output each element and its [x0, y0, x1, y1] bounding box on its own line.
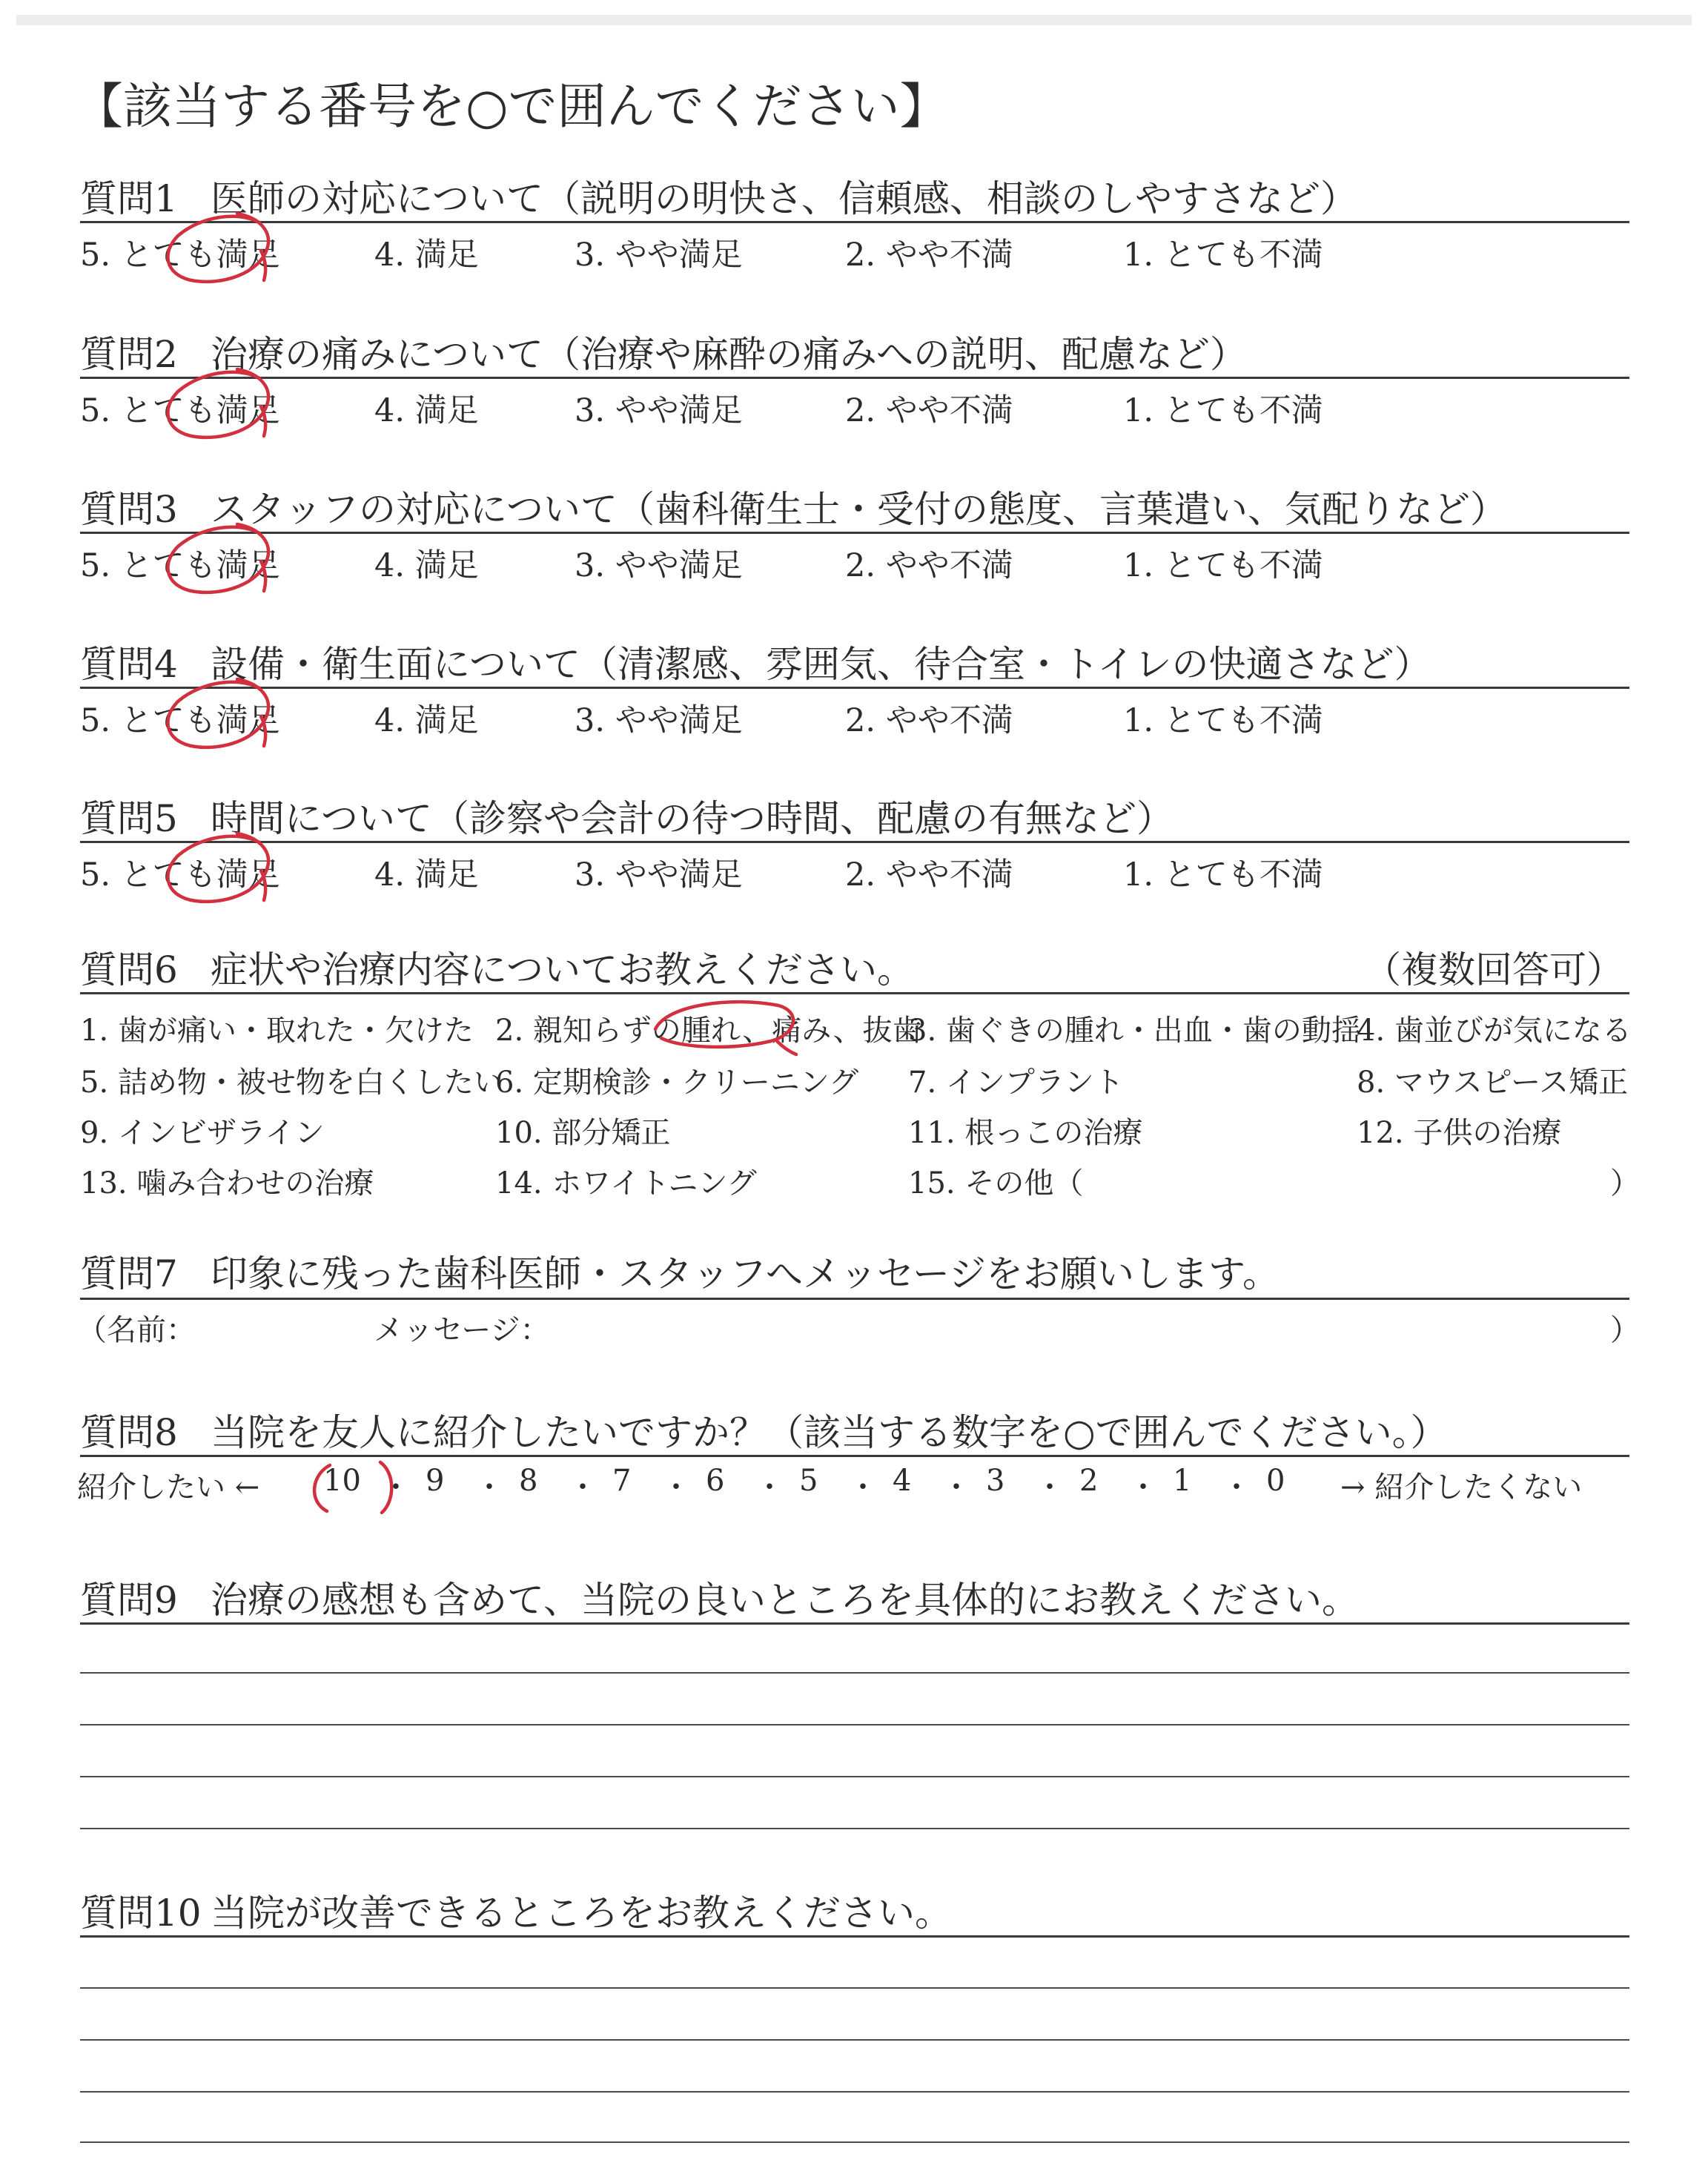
q8-scale-number[interactable]: 1: [1173, 1464, 1192, 1498]
q3-title: スタッフの対応について（歯科衛生士・受付の態度、言葉遣い、気配りなど）: [211, 488, 1507, 531]
q9-write-line[interactable]: [80, 1828, 1629, 1829]
q8-scale-number[interactable]: 7: [612, 1464, 632, 1498]
q10-write-line[interactable]: [80, 2039, 1629, 2041]
q6-option[interactable]: 7. インプラント: [908, 1066, 1124, 1100]
q9-rule: [80, 1622, 1629, 1625]
q8-left-label: 紹介したい ←: [77, 1470, 260, 1505]
q6-option[interactable]: 1. 歯が痛い・取れた・欠けた: [80, 1014, 474, 1048]
q9-title: 治療の感想も含めて、当院の良いところを具体的にお教えください。: [211, 1579, 1359, 1622]
q9-label: 質問9: [80, 1579, 178, 1622]
q2-option[interactable]: 4. 満足: [374, 392, 479, 429]
q8-scale-separator: ・: [661, 1470, 691, 1505]
q6-option[interactable]: 4. 歯並びが気になる: [1357, 1014, 1632, 1048]
q8-scale-separator: ・: [568, 1470, 598, 1505]
q6-option[interactable]: 9. インビザライン: [80, 1116, 325, 1150]
q2-title: 治療の痛みについて（治療や麻酔の痛みへの説明、配慮など）: [211, 333, 1247, 376]
q8-scale-separator: ・: [755, 1470, 784, 1505]
q4-title: 設備・衛生面について（清潔感、雰囲気、待合室・トイレの快適さなど）: [211, 643, 1431, 686]
q2-option[interactable]: 3. やや満足: [575, 392, 743, 429]
q6-title: 症状や治療内容についてお教えください。: [211, 948, 914, 991]
q6-option[interactable]: 2. 親知らずの腫れ、痛み、抜歯: [495, 1014, 922, 1048]
q3-option[interactable]: 2. やや不満: [845, 547, 1013, 584]
q6-option[interactable]: 11. 根っこの治療: [908, 1116, 1143, 1150]
q8-scale-number[interactable]: 8: [519, 1464, 538, 1498]
q2-rule: [80, 377, 1629, 379]
q1-label: 質問1: [80, 177, 178, 220]
q8-scale-number[interactable]: 6: [706, 1464, 725, 1498]
q6-option[interactable]: 3. 歯ぐきの腫れ・出血・歯の動揺: [908, 1014, 1361, 1048]
q8-title: 当院を友人に紹介したいですか？（該当する数字を○で囲んでください。）: [211, 1411, 1448, 1454]
q2-option[interactable]: 1. とても不満: [1123, 392, 1323, 429]
q5-option[interactable]: 4. 満足: [374, 856, 479, 894]
q5-label: 質問5: [80, 797, 178, 840]
page-heading: 【該当する番号を○で囲んでください】: [74, 78, 949, 135]
q3-option[interactable]: 1. とても不満: [1123, 547, 1323, 584]
q1-option[interactable]: 2. やや不満: [845, 237, 1013, 274]
q8-scale-separator: ・: [381, 1470, 411, 1505]
q9-write-line[interactable]: [80, 1776, 1629, 1777]
q3-option[interactable]: 5. とても満足: [80, 547, 280, 584]
q6-note: （複数回答可）: [1364, 948, 1623, 991]
q10-write-line[interactable]: [80, 2141, 1629, 2143]
q2-option[interactable]: 5. とても満足: [80, 392, 280, 429]
q7-close-paren: ）: [1610, 1313, 1640, 1347]
q6-option[interactable]: 5. 詰め物・被せ物を白くしたい: [80, 1066, 503, 1100]
q8-label: 質問8: [80, 1411, 178, 1454]
q6-option[interactable]: 13. 噛み合わせの治療: [80, 1166, 374, 1200]
q1-option[interactable]: 3. やや満足: [575, 237, 743, 274]
q6-option[interactable]: 8. マウスピース矯正: [1357, 1066, 1629, 1100]
q6-label: 質問6: [80, 948, 178, 991]
q6-option[interactable]: 10. 部分矯正: [495, 1116, 671, 1150]
q1-rule: [80, 221, 1629, 223]
q6-option[interactable]: 6. 定期検診・クリーニング: [495, 1066, 859, 1100]
scan-top-edge: [16, 15, 1692, 25]
q6-rule: [80, 992, 1629, 994]
q7-message-label: メッセージ：: [374, 1313, 550, 1347]
q4-option[interactable]: 1. とても不満: [1123, 702, 1323, 739]
q7-name-label: （名前：: [77, 1313, 196, 1347]
q10-write-line[interactable]: [80, 2091, 1629, 2093]
q8-scale-separator: ・: [941, 1470, 971, 1505]
q10-rule: [80, 1935, 1629, 1938]
q9-write-line[interactable]: [80, 1724, 1629, 1725]
q4-label: 質問4: [80, 643, 178, 686]
q7-rule: [80, 1298, 1629, 1300]
q2-label: 質問2: [80, 333, 178, 376]
q7-label: 質問7: [80, 1252, 178, 1295]
q8-scale-number[interactable]: 4: [893, 1464, 912, 1498]
q5-title: 時間について（診察や会計の待つ時間、配慮の有無など）: [211, 797, 1174, 840]
q8-scale-number[interactable]: 0: [1266, 1464, 1285, 1498]
q8-scale-separator: ・: [848, 1470, 878, 1505]
q8-scale-number[interactable]: 10: [323, 1464, 361, 1498]
q8-scale-separator: ・: [474, 1470, 504, 1505]
q3-option[interactable]: 3. やや満足: [575, 547, 743, 584]
q2-option[interactable]: 2. やや不満: [845, 392, 1013, 429]
q5-option[interactable]: 1. とても不満: [1123, 856, 1323, 894]
q4-option[interactable]: 4. 満足: [374, 702, 479, 739]
q1-option[interactable]: 4. 満足: [374, 237, 479, 274]
q10-title: 当院が改善できるところをお教えください。: [211, 1892, 952, 1935]
q8-scale-number[interactable]: 2: [1079, 1464, 1099, 1498]
q8-scale-separator: ・: [1035, 1470, 1065, 1505]
q8-scale-number[interactable]: 9: [426, 1464, 445, 1498]
q5-option[interactable]: 5. とても満足: [80, 856, 280, 894]
q8-scale-number[interactable]: 5: [799, 1464, 818, 1498]
q1-option[interactable]: 5. とても満足: [80, 237, 280, 274]
q4-option[interactable]: 2. やや不満: [845, 702, 1013, 739]
q6-option[interactable]: 12. 子供の治療: [1357, 1116, 1562, 1150]
q1-title: 医師の対応について（説明の明快さ、信頼感、相談のしやすさなど）: [211, 177, 1357, 220]
q8-scale-number[interactable]: 3: [986, 1464, 1005, 1498]
q7-title: 印象に残った歯科医師・スタッフへメッセージをお願いします。: [211, 1252, 1280, 1295]
q6-option-close-paren: ）: [1610, 1166, 1640, 1200]
q6-option[interactable]: 15. その他（: [908, 1166, 1084, 1200]
q5-rule: [80, 841, 1629, 843]
q3-label: 質問3: [80, 488, 178, 531]
q8-rule: [80, 1455, 1629, 1457]
q8-right-label: → 紹介したくない: [1340, 1470, 1583, 1505]
q5-option[interactable]: 3. やや満足: [575, 856, 743, 894]
q8-scale-separator: ・: [1222, 1470, 1251, 1505]
q3-option[interactable]: 4. 満足: [374, 547, 479, 584]
q6-option[interactable]: 14. ホワイトニング: [495, 1166, 757, 1200]
q1-option[interactable]: 1. とても不満: [1123, 237, 1323, 274]
q4-rule: [80, 687, 1629, 689]
q8-scale-separator: ・: [1128, 1470, 1158, 1505]
q4-option[interactable]: 3. やや満足: [575, 702, 743, 739]
q4-option[interactable]: 5. とても満足: [80, 702, 280, 739]
q5-option[interactable]: 2. やや不満: [845, 856, 1013, 894]
q3-rule: [80, 532, 1629, 534]
q10-write-line[interactable]: [80, 1987, 1629, 1989]
q9-write-line[interactable]: [80, 1672, 1629, 1674]
q10-label: 質問10: [80, 1892, 202, 1935]
